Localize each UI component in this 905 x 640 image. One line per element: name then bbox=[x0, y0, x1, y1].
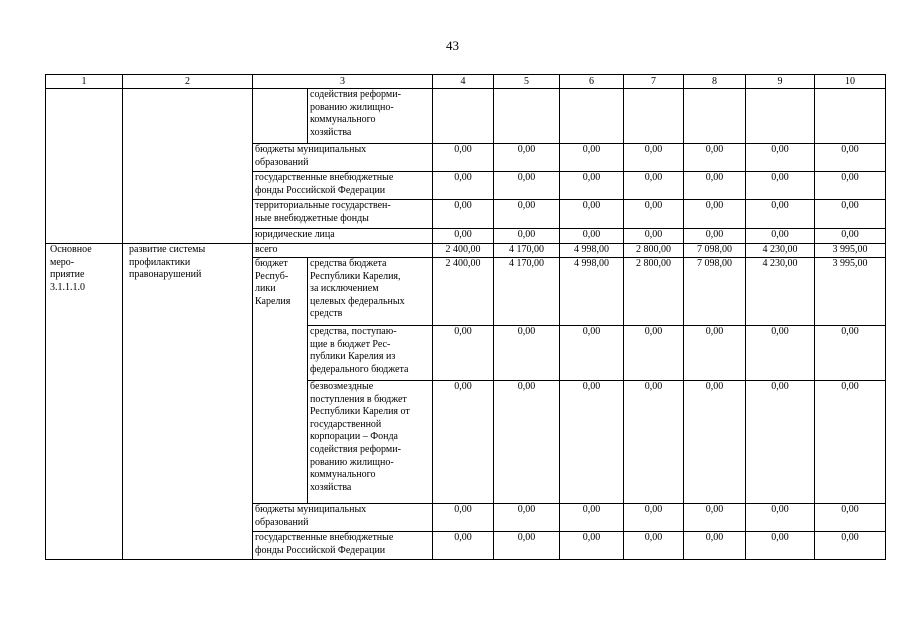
value-cell: 0,00 bbox=[433, 200, 494, 229]
header-cell: 9 bbox=[746, 75, 815, 89]
value-cell: 0,00 bbox=[560, 326, 624, 381]
source-label: содействия реформи- рованию жилищно- коммунального хозяйства bbox=[308, 89, 433, 144]
value-cell: 0,00 bbox=[560, 172, 624, 200]
source-label: средства бюджета Республики Карелия, за исключением целевых федеральных средств bbox=[308, 258, 433, 326]
value-cell: 0,00 bbox=[433, 172, 494, 200]
value-cell: 0,00 bbox=[433, 229, 494, 244]
value-cell: 7 098,00 bbox=[684, 258, 746, 326]
header-cell: 2 bbox=[123, 75, 253, 89]
value-cell: 0,00 bbox=[624, 172, 684, 200]
header-cell: 1 bbox=[46, 75, 123, 89]
value-cell: 4 998,00 bbox=[560, 244, 624, 258]
budget-table bbox=[45, 74, 886, 560]
value-cell: 0,00 bbox=[684, 229, 746, 244]
value-cell: 0,00 bbox=[746, 144, 815, 172]
value-cell: 4 230,00 bbox=[746, 258, 815, 326]
source-label: государственные внебюджетные фонды Российской Федерации bbox=[253, 172, 433, 200]
value-cell: 0,00 bbox=[815, 229, 886, 244]
value-cell: 0,00 bbox=[624, 532, 684, 560]
value-cell: 0,00 bbox=[433, 381, 494, 504]
value-cell bbox=[560, 89, 624, 144]
header-cell: 8 bbox=[684, 75, 746, 89]
value-cell bbox=[746, 89, 815, 144]
header-cell: 6 bbox=[560, 75, 624, 89]
value-cell bbox=[433, 89, 494, 144]
value-cell: 0,00 bbox=[494, 200, 560, 229]
value-cell: 0,00 bbox=[746, 172, 815, 200]
value-cell: 0,00 bbox=[815, 326, 886, 381]
value-cell: 0,00 bbox=[560, 144, 624, 172]
measure-name-cell bbox=[123, 89, 253, 244]
source-group-cell bbox=[253, 89, 308, 144]
value-cell bbox=[815, 89, 886, 144]
value-cell: 0,00 bbox=[624, 200, 684, 229]
value-cell: 0,00 bbox=[684, 532, 746, 560]
value-cell: 2 800,00 bbox=[624, 258, 684, 326]
value-cell: 0,00 bbox=[815, 381, 886, 504]
source-label: средства, поступаю- щие в бюджет Рес- публики Карелия из федерального бюджета bbox=[308, 326, 433, 381]
header-cell: 7 bbox=[624, 75, 684, 89]
value-cell: 0,00 bbox=[494, 532, 560, 560]
value-cell: 0,00 bbox=[624, 326, 684, 381]
header-cell: 4 bbox=[433, 75, 494, 89]
value-cell: 0,00 bbox=[815, 172, 886, 200]
page-number: 43 bbox=[446, 38, 459, 53]
value-cell: 0,00 bbox=[746, 381, 815, 504]
value-cell: 0,00 bbox=[560, 381, 624, 504]
value-cell: 0,00 bbox=[560, 200, 624, 229]
value-cell: 0,00 bbox=[433, 144, 494, 172]
measure-cell bbox=[46, 89, 123, 244]
source-label: территориальные государствен- ные внебюджетные фонды bbox=[253, 200, 433, 229]
value-cell: 0,00 bbox=[746, 200, 815, 229]
value-cell: 0,00 bbox=[494, 381, 560, 504]
measure-name: развитие системы профилактики правонарушений bbox=[123, 244, 253, 560]
value-cell: 4 998,00 bbox=[560, 258, 624, 326]
value-cell: 0,00 bbox=[815, 532, 886, 560]
value-cell: 7 098,00 bbox=[684, 244, 746, 258]
value-cell: 0,00 bbox=[624, 504, 684, 532]
value-cell: 0,00 bbox=[560, 532, 624, 560]
value-cell bbox=[494, 89, 560, 144]
value-cell: 2 400,00 bbox=[433, 244, 494, 258]
value-cell: 3 995,00 bbox=[815, 258, 886, 326]
value-cell: 4 170,00 bbox=[494, 244, 560, 258]
value-cell: 0,00 bbox=[684, 172, 746, 200]
value-cell: 2 400,00 bbox=[433, 258, 494, 326]
value-cell: 0,00 bbox=[815, 144, 886, 172]
value-cell bbox=[624, 89, 684, 144]
value-cell: 0,00 bbox=[494, 504, 560, 532]
column-numbers-row bbox=[46, 75, 886, 89]
value-cell: 0,00 bbox=[494, 229, 560, 244]
value-cell: 0,00 bbox=[560, 504, 624, 532]
value-cell: 0,00 bbox=[624, 144, 684, 172]
value-cell: 0,00 bbox=[746, 326, 815, 381]
value-cell bbox=[684, 89, 746, 144]
total-label: всего bbox=[253, 244, 433, 258]
value-cell: 0,00 bbox=[684, 381, 746, 504]
source-label: безвозмездные поступления в бюджет Республики Карелия от государственной корпорации – Фонда содействия реформи- рованию жилищно- коммунального хозяйства bbox=[308, 381, 433, 504]
value-cell: 0,00 bbox=[684, 144, 746, 172]
value-cell: 4 170,00 bbox=[494, 258, 560, 326]
source-label: юридические лица bbox=[253, 229, 433, 244]
value-cell: 0,00 bbox=[746, 532, 815, 560]
value-cell: 0,00 bbox=[433, 504, 494, 532]
source-label: государственные внебюджетные фонды Российской Федерации bbox=[253, 532, 433, 560]
value-cell: 0,00 bbox=[684, 200, 746, 229]
value-cell: 0,00 bbox=[815, 504, 886, 532]
value-cell: 3 995,00 bbox=[815, 244, 886, 258]
header-cell: 10 bbox=[815, 75, 886, 89]
table-row bbox=[46, 244, 886, 258]
value-cell: 0,00 bbox=[433, 326, 494, 381]
value-cell: 4 230,00 bbox=[746, 244, 815, 258]
value-cell: 0,00 bbox=[494, 326, 560, 381]
header-cell: 3 bbox=[253, 75, 433, 89]
table-row bbox=[46, 89, 886, 144]
value-cell: 0,00 bbox=[624, 229, 684, 244]
header-cell: 5 bbox=[494, 75, 560, 89]
value-cell: 0,00 bbox=[494, 172, 560, 200]
value-cell: 2 800,00 bbox=[624, 244, 684, 258]
measure-code: Основное меро- приятие 3.1.1.1.0 bbox=[46, 244, 123, 560]
value-cell: 0,00 bbox=[746, 504, 815, 532]
value-cell: 0,00 bbox=[815, 200, 886, 229]
source-label: бюджеты муниципальных образований bbox=[253, 504, 433, 532]
value-cell: 0,00 bbox=[746, 229, 815, 244]
value-cell: 0,00 bbox=[624, 381, 684, 504]
source-group-label: бюджет Респуб- лики Карелия bbox=[253, 258, 308, 504]
value-cell: 0,00 bbox=[684, 326, 746, 381]
value-cell: 0,00 bbox=[433, 532, 494, 560]
value-cell: 0,00 bbox=[560, 229, 624, 244]
value-cell: 0,00 bbox=[684, 504, 746, 532]
value-cell: 0,00 bbox=[494, 144, 560, 172]
source-label: бюджеты муниципальных образований bbox=[253, 144, 433, 172]
